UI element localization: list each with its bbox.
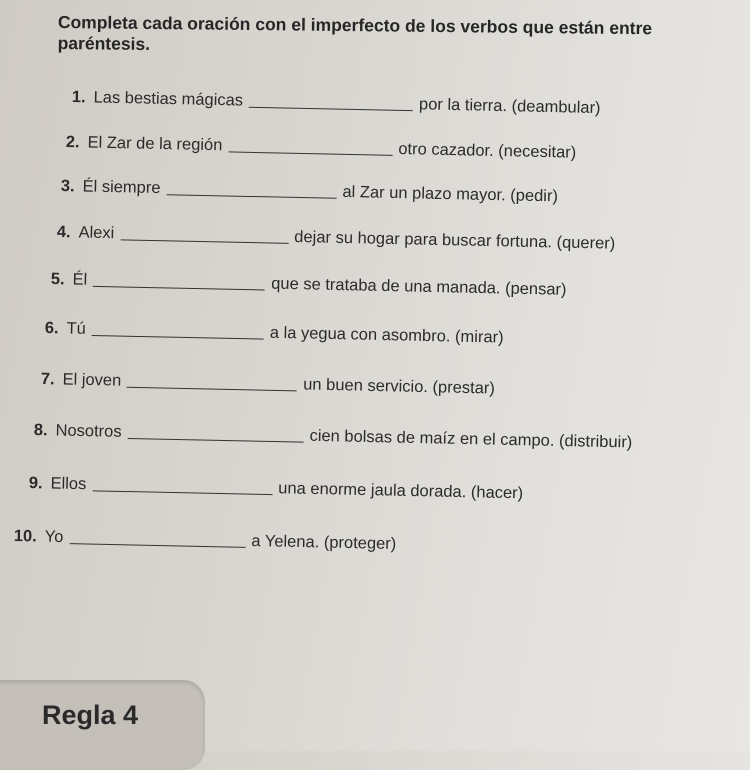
exercise-subject: Yo (44, 527, 64, 547)
exercise-number: 6. (44, 319, 59, 338)
exercise-number: 1. (71, 88, 86, 107)
answer-blank[interactable] (228, 150, 392, 155)
answer-blank[interactable] (93, 285, 265, 291)
exercise-5 (51, 270, 567, 300)
exercise-number: 10. (13, 527, 37, 546)
exercise-subject: Él (72, 270, 88, 289)
exercise-number: 7. (40, 370, 55, 389)
exercise-9 (29, 474, 524, 503)
exercise-subject: Él siempre (82, 177, 161, 198)
exercise-subject: Las bestias mágicas (93, 88, 244, 110)
exercise-number: 9. (28, 474, 43, 493)
section-title: Regla 4 (42, 700, 139, 730)
exercise-subject: Tú (66, 319, 87, 338)
exercise-subject: El Zar de la región (87, 133, 223, 155)
exercise-rest: al Zar un plazo mayor. (pedir) (342, 182, 559, 206)
exercise-number: 8. (33, 421, 48, 440)
answer-blank[interactable] (127, 386, 297, 392)
answer-blank[interactable] (69, 542, 245, 548)
exercise-subject: El joven (62, 370, 122, 390)
exercise-rest: a la yegua con asombro. (mirar) (269, 323, 504, 347)
exercise-number: 3. (60, 177, 75, 196)
answer-blank[interactable] (127, 437, 303, 443)
exercise-4 (57, 223, 616, 254)
answer-blank[interactable] (166, 193, 336, 199)
exercise-number: 4. (56, 223, 71, 242)
answer-blank[interactable] (92, 489, 272, 495)
answer-blank[interactable] (249, 106, 413, 111)
exercise-rest: una enorme jaula dorada. (hacer) (278, 479, 524, 503)
answer-blank[interactable] (120, 238, 288, 244)
exercise-1 (72, 88, 601, 118)
exercise-3 (61, 177, 559, 206)
exercise-number: 5. (50, 270, 65, 289)
section-tab (0, 680, 205, 770)
exercise-rest: cien bolsas de maíz en el campo. (distribuir) (309, 426, 633, 452)
exercise-rest: por la tierra. (deambular) (418, 95, 601, 118)
exercise-rest: dejar su hogar para buscar fortuna. (querer) (294, 227, 616, 253)
exercise-8 (34, 421, 633, 453)
exercise-rest: un buen servicio. (prestar) (303, 375, 496, 398)
instructions-heading: Completa cada oración con el imperfecto de los verbos que están entre paréntesis. (57, 12, 653, 54)
exercise-rest: otro cazador. (necesitar) (398, 139, 577, 162)
exercise-7 (41, 370, 495, 399)
answer-blank[interactable] (92, 334, 264, 340)
exercise-10 (14, 527, 397, 554)
exercise-subject: Nosotros (55, 421, 122, 441)
exercise-subject: Ellos (50, 474, 87, 494)
exercise-number: 2. (65, 133, 80, 152)
exercise-rest: a Yelena. (proteger) (251, 531, 397, 554)
exercise-rest: que se trataba de una manada. (pensar) (271, 274, 567, 299)
exercise-6 (45, 319, 504, 348)
exercise-2 (66, 133, 577, 163)
exercise-subject: Alexi (78, 223, 115, 243)
